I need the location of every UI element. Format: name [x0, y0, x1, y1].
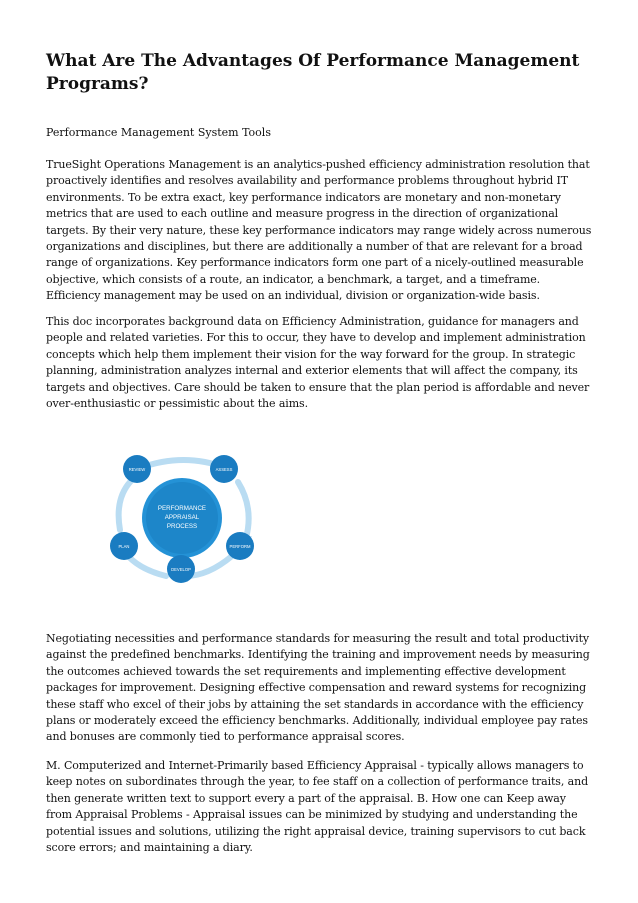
node-assess [210, 455, 238, 483]
node-perform [226, 532, 254, 560]
paragraph: TrueSight Operations Management is an analytics-pushed efficiency administration resolution that proactively identifies and resolves availability and performance problems throughout hybrid IT environments. To be extra exact, key performance indicators are monetary and non-monetary metrics that are used to each outline and measure progress in the direction of organizational targets. By their very nature, these key performance indicators may range widely across numerous organizations and disciplines, but there are additionally a number of that are relevant for a broad range of organizations. Key performance indicators form one part of a nicely-outlined measurable objective, which consists of a route, an indicator, a benchmark, a target, and a timeframe. Efficiency management may be used on an individual, division or organization-wide basis. [46, 158, 592, 303]
page-title: What Are The Advantages Of Performance Management Programs? [46, 51, 580, 94]
center-label-line-3: PROCESS [166, 523, 198, 530]
paragraph: This doc incorporates background data on Efficiency Administration, guidance for managers and people and related varieties. For this to occur, they have to develop and implement administration concepts which help them implement their vision for the way forward for the group. In strategic planning, administration analyzes internal and exterior elements that will affect the company, its targets and objectives. Care should be taken to ensure that the plan period is affordable and never over-enthusiastic or pessimistic about the aims. [46, 315, 590, 411]
performance-appraisal-diagram [104, 452, 264, 584]
center-label-line-2: APPRAISAL [164, 514, 200, 521]
node-review-label: REVIEW [128, 467, 146, 472]
node-review [123, 455, 151, 483]
node-plan [110, 532, 138, 560]
paragraph: Negotiating necessities and performance standards for measuring the result and total productivity against the predefined benchmarks. Identifying the training and improvement needs by measuring the outcomes achieved towards the set requirements and implementing effective development packages for improvement. Designing effective compensation and reward systems for recognizing these staff who excel of their jobs by attaining the set standards in accordance with the efficiency plans or moderately exceed the efficiency benchmarks. Additionally, individual employee pay rates and bonuses are commonly tied to performance appraisal scores. [46, 632, 590, 744]
node-develop-label: DEVELOP [171, 567, 191, 572]
paragraph: M. Computerized and Internet-Primarily based Efficiency Appraisal - typically allows managers to keep notes on subordinates through the year, to fee staff on a collection of performance traits, and then generate written text to support every a part of the appraisal. B. How one can Keep away from Appraisal Problems - Appraisal issues can be minimized by studying and understanding the potential issues and solutions, utilizing the right appraisal device, training supervisors to cut back score errors; and maintaining a diary. [46, 759, 589, 855]
center-label-line-1: PERFORMANCE [157, 505, 207, 512]
node-perform-label: PERFORM [229, 544, 251, 549]
node-assess-label: ASSESS [215, 467, 233, 472]
node-develop [167, 555, 195, 583]
section-subtitle: Performance Management System Tools [46, 126, 271, 139]
node-plan-label: PLAN [118, 544, 130, 549]
